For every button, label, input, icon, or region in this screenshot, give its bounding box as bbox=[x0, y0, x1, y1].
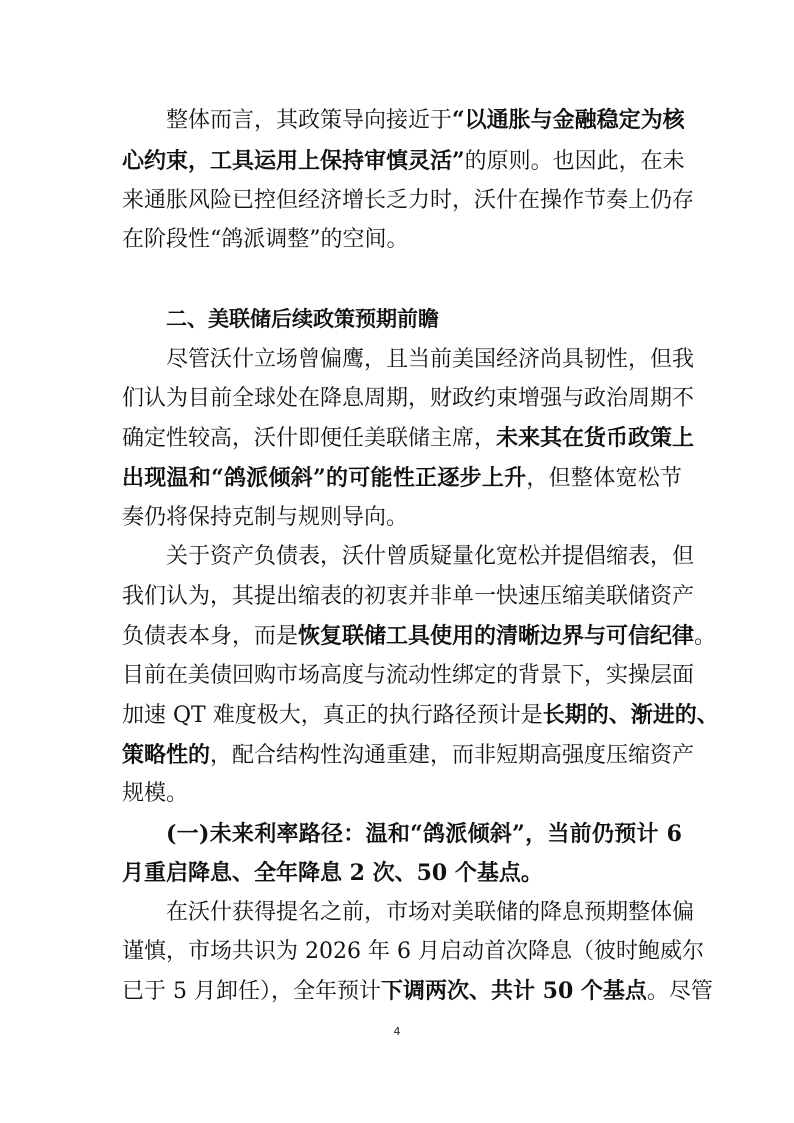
p3-line-3 bbox=[122, 618, 717, 655]
p3-line-2: 我们认为，其提出缩表的初衷并非单一快速压缩美联储资产 bbox=[122, 584, 695, 609]
bold-span: 长期的、渐进的、 bbox=[542, 702, 719, 728]
text-span: 已于 5 月卸任），全年预计 bbox=[122, 979, 381, 1004]
bold-span: 心约束，工具运用上保持审慎灵活” bbox=[122, 148, 465, 174]
bold-span: 未来其在货币政策上 bbox=[496, 425, 695, 451]
bold-span: 出现温和“鸽派倾斜”的可能性正逐步上升 bbox=[122, 465, 527, 491]
subsection-heading-line-1: (一)未来利率路径：温和“鸽派倾斜”，当前仍预计 6 bbox=[166, 821, 682, 847]
p4-line-1: 在沃什获得提名之前，市场对美联储的降息预期整体偏 bbox=[166, 900, 695, 925]
section-heading: 二、美联储后续政策预期前瞻 bbox=[166, 307, 439, 331]
text-span: 整体而言，其政策导向接近于 bbox=[166, 108, 453, 133]
p2-line-5: 奏仍将保持克制与规则导向。 bbox=[122, 505, 409, 530]
p1-line-3: 来通胀风险已控但经济增长乏力时，沃什在操作节奏上仍存 bbox=[122, 188, 695, 213]
text-span: 加速 QT 难度极大，真正的执行路径预计是 bbox=[122, 703, 543, 728]
p2-line-2: 们认为目前全球处在降息周期，财政约束增强与政治周期不 bbox=[122, 386, 695, 411]
text-span: ，配合结构性沟通重建，而非短期高强度压缩资产 bbox=[210, 743, 695, 768]
p1-line-1 bbox=[166, 102, 685, 139]
p1-line-2 bbox=[122, 143, 685, 180]
p2-line-1: 尽管沃什立场曾偏鹰，且当前美国经济尚具韧性，但我 bbox=[166, 347, 695, 372]
p2-line-3 bbox=[122, 420, 695, 457]
text-span: 的原则。也因此，在未 bbox=[464, 149, 685, 174]
p2-line-4 bbox=[122, 460, 682, 497]
p3-line-1: 关于资产负债表，沃什曾质疑量化宽松并提倡缩表，但 bbox=[166, 544, 695, 569]
page-number: 4 bbox=[393, 1025, 401, 1038]
text-span: 确定性较高，沃什即便任美联储主席， bbox=[122, 426, 497, 451]
text-span: ，但整体宽松节 bbox=[526, 466, 682, 491]
text-span: 负债表本身，而是 bbox=[122, 624, 299, 649]
p1-line-4: 在阶段性“鸽派调整”的空间。 bbox=[122, 227, 409, 252]
subsection-heading-line-2: 月重启降息、全年降息 2 次、50 个基点。 bbox=[122, 860, 543, 886]
p3-line-6 bbox=[122, 737, 695, 774]
bold-span: 下调两次、共计 50 个基点 bbox=[380, 978, 647, 1004]
text-span: 。 bbox=[694, 624, 717, 649]
text-span: 。尽管 bbox=[646, 979, 713, 1004]
p3-line-7: 规模。 bbox=[122, 781, 189, 806]
p4-line-2: 谨慎，市场共识为 2026 年 6 月启动首次降息（彼时鲍威尔 bbox=[122, 939, 704, 964]
bold-span: “以通胀与金融稳定为核 bbox=[452, 107, 685, 133]
bold-span: 策略性的 bbox=[122, 742, 211, 768]
bold-span: 恢复联储工具使用的清晰边界与可信纪律 bbox=[298, 623, 695, 649]
p3-line-4: 目前在美债回购市场高度与流动性绑定的背景下，实操层面 bbox=[122, 663, 695, 688]
p3-line-5 bbox=[122, 697, 719, 734]
p4-line-3 bbox=[122, 973, 713, 1010]
